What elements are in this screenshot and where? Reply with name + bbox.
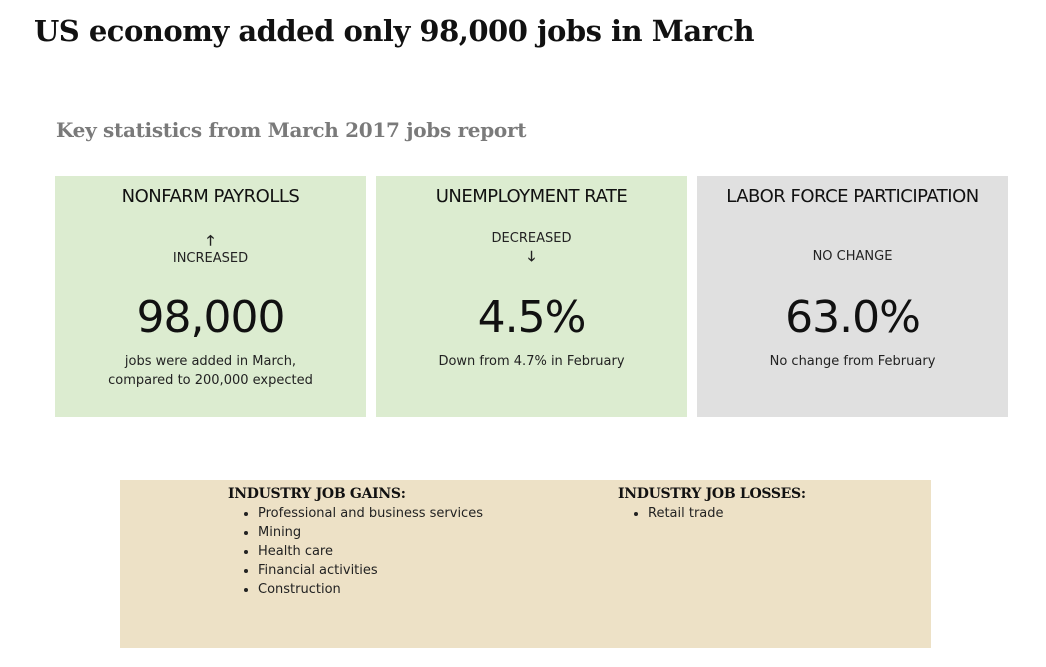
list-item: • Construction [258, 580, 483, 599]
losses-heading: INDUSTRY JOB LOSSES: [618, 486, 806, 502]
gains-heading: INDUSTRY JOB GAINS: [228, 486, 406, 502]
card-indicator: NO CHANGE [812, 249, 893, 264]
card-value: 63.0% [785, 292, 920, 343]
card-note: compared to 200,000 expected [108, 373, 313, 388]
card-value: 4.5% [477, 292, 586, 343]
list-item: • Retail trade [648, 504, 806, 523]
industry-losses [618, 486, 806, 523]
up-arrow-icon: 🡑 [206, 233, 215, 249]
list-item: • Financial activities [258, 561, 483, 580]
card-unemployment-rate [376, 176, 687, 417]
industry-gains [228, 486, 483, 599]
down-arrow-icon: 🡓 [527, 249, 536, 265]
card-value: 98,000 [136, 292, 285, 343]
card-heading: NONFARM PAYROLLS [121, 186, 300, 207]
list-item: • Professional and business services [258, 504, 483, 523]
card-heading: UNEMPLOYMENT RATE [435, 186, 628, 207]
card-indicator: INCREASED [172, 251, 249, 266]
list-item: • Health care [258, 542, 483, 561]
page-title: US economy added only 98,000 jobs in March [34, 14, 755, 48]
card-nonfarm-payrolls [55, 176, 366, 417]
card-indicator: DECREASED [491, 231, 572, 246]
list-item: • Mining [258, 523, 483, 542]
industry-panel [120, 480, 931, 648]
card-heading: LABOR FORCE PARTICIPATION [726, 186, 979, 207]
card-labor-force-participation [697, 176, 1008, 417]
card-note: Down from 4.7% in February [438, 354, 625, 369]
card-note: jobs were added in March, [124, 354, 297, 369]
subtitle: Key statistics from March 2017 jobs report [56, 118, 527, 142]
card-note: No change from February [769, 354, 936, 369]
